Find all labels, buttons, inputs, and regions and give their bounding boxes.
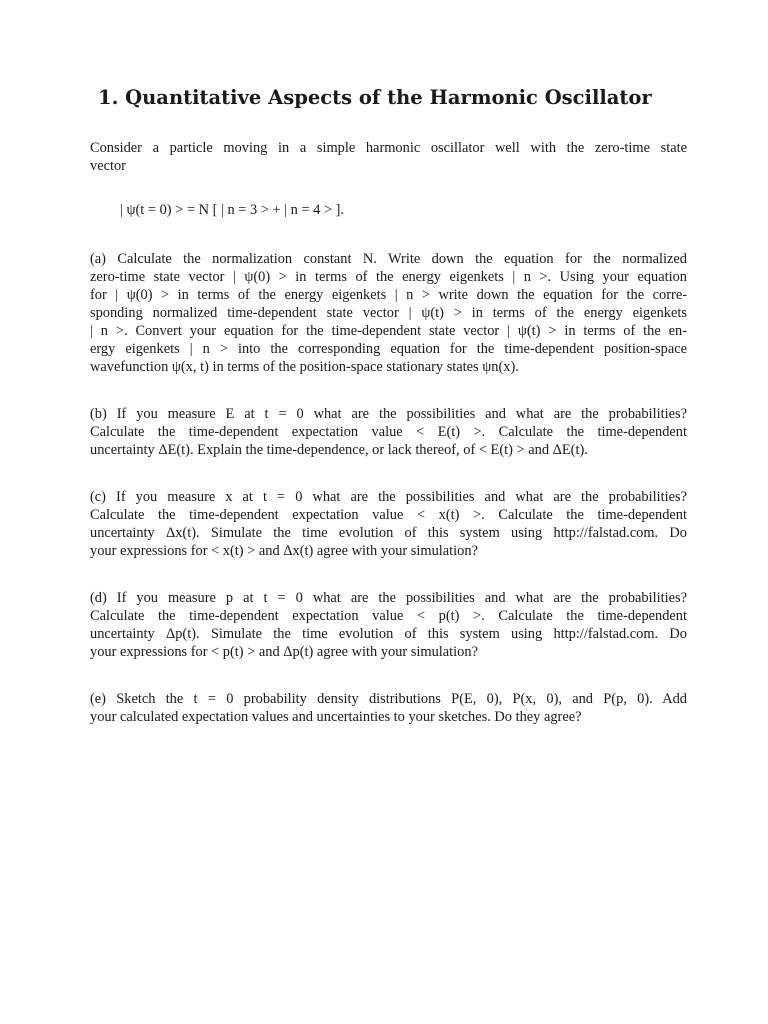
part-a-line: (a) Calculate the normalization constant N. Write down the equation for the normalized xyxy=(90,251,687,267)
initial-state-equation: | ψ(t = 0) > = N [ | n = 3 > + | n = 4 > ]. xyxy=(120,202,345,218)
part-a-line: zero-time state vector | ψ(0) > in terms of the energy eigenkets | n >. Using your equation xyxy=(90,269,687,285)
part-d-line: uncertainty Δp(t). Simulate the time evolution of this system using http://falstad.com. Do xyxy=(90,626,687,642)
part-b-paragraph xyxy=(90,405,687,459)
part-b-line: (b) If you measure E at t = 0 what are the possibilities and what are the probabilities? xyxy=(90,406,687,422)
part-c-paragraph xyxy=(90,488,687,560)
part-c-line: your expressions for < x(t) > and Δx(t) agree with your simulation? xyxy=(90,543,478,559)
intro-line: vector xyxy=(90,158,126,174)
intro-paragraph xyxy=(90,139,687,175)
part-a-line: sponding normalized time-dependent state vector | ψ(t) > in terms of the energy eigenkets xyxy=(90,305,687,321)
intro-line: Consider a particle moving in a simple harmonic oscillator well with the zero-time state xyxy=(90,140,687,156)
part-c-line: uncertainty Δx(t). Simulate the time evolution of this system using http://falstad.com. Do xyxy=(90,525,687,541)
part-b-line: uncertainty ΔE(t). Explain the time-dependence, or lack thereof, of < E(t) > and ΔE(t). xyxy=(90,442,588,458)
part-d-line: (d) If you measure p at t = 0 what are the possibilities and what are the probabilities? xyxy=(90,590,687,606)
part-b-line: Calculate the time-dependent expectation value < E(t) >. Calculate the time-dependent xyxy=(90,424,687,440)
part-d-line: Calculate the time-dependent expectation value < p(t) >. Calculate the time-dependent xyxy=(90,608,687,624)
part-e-line: your calculated expectation values and uncertainties to your sketches. Do they agree? xyxy=(90,709,582,725)
part-c-line: Calculate the time-dependent expectation value < x(t) >. Calculate the time-dependent xyxy=(90,507,687,523)
part-c-line: (c) If you measure x at t = 0 what are the possibilities and what are the probabilities? xyxy=(90,489,687,505)
part-e-line: (e) Sketch the t = 0 probability density distributions P(E, 0), P(x, 0), and P(p, 0). Add xyxy=(90,691,687,707)
part-a-line: | n >. Convert your equation for the time-dependent state vector | ψ(t) > in terms of the en- xyxy=(90,323,687,339)
part-e-paragraph xyxy=(90,690,687,726)
part-a-line: wavefunction ψ(x, t) in terms of the position-space stationary states ψn(x). xyxy=(90,359,519,375)
problem-title: 1. Quantitative Aspects of the Harmonic Oscillator xyxy=(98,86,652,109)
part-a-line: ergy eigenkets | n > into the corresponding equation for the time-dependent position-space xyxy=(90,341,687,357)
part-a-paragraph xyxy=(90,250,687,376)
part-d-paragraph xyxy=(90,589,687,661)
part-a-line: for | ψ(0) > in terms of the energy eigenkets | n > write down the equation for the corre- xyxy=(90,287,687,303)
part-d-line: your expressions for < p(t) > and Δp(t) agree with your simulation? xyxy=(90,644,478,660)
